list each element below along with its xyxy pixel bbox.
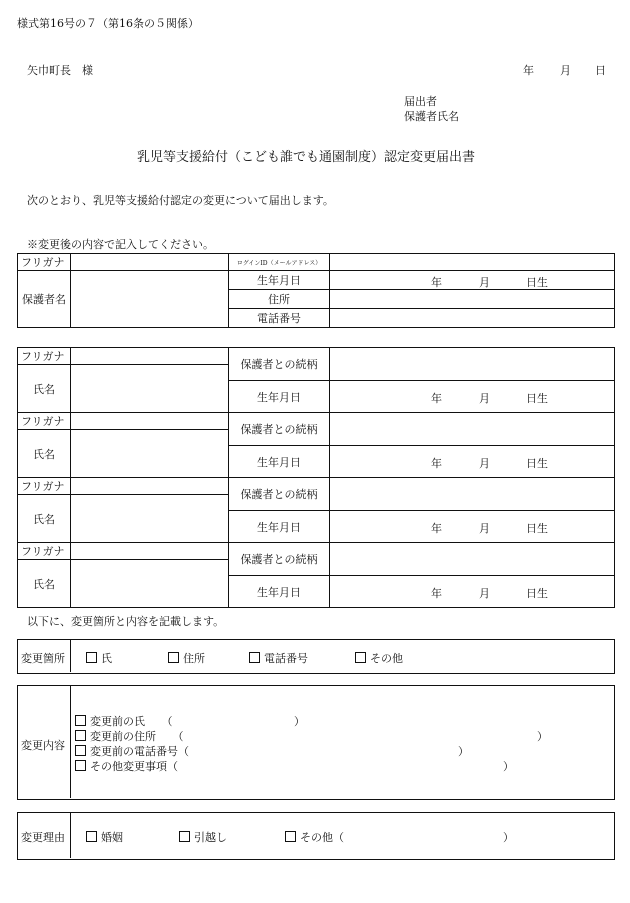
checkbox-icon[interactable] (75, 730, 86, 741)
form-number: 様式第16号の７（第16条の５関係） (17, 17, 199, 30)
intro-text: 次のとおり、乳児等支援給付認定の変更について届出します。 (27, 194, 334, 207)
child4-furigana-field[interactable] (71, 543, 229, 560)
child1-furigana-field[interactable] (71, 348, 229, 365)
child2-birth-month: 月 (479, 457, 490, 470)
children-table (17, 347, 615, 608)
checkbox-icon[interactable] (75, 745, 86, 756)
checkbox-icon[interactable] (179, 831, 190, 842)
previous-phone-close: ） (458, 745, 469, 758)
addressee: 矢巾町長 様 (27, 64, 93, 77)
guardian-birth-month: 月 (479, 276, 490, 289)
guardian-birth-field[interactable] (330, 271, 615, 290)
child1-birth-year: 年 (431, 392, 442, 405)
child1-relation-field[interactable] (330, 348, 615, 381)
checkbox-icon[interactable] (75, 760, 86, 771)
date-day-label: 日 (595, 64, 606, 77)
change-option-address[interactable]: 住所 (168, 650, 205, 666)
guardian-name-label: 保護者氏名 (404, 110, 459, 123)
child2-relation-field[interactable] (330, 413, 615, 446)
child4-relation-label: 保護者との続柄 (229, 543, 330, 576)
child4-birth-month: 月 (479, 587, 490, 600)
guardian-name-field[interactable] (71, 271, 229, 328)
guardian-furigana-field[interactable] (71, 254, 229, 271)
child2-birth-label: 生年月日 (229, 446, 330, 478)
change-intro-text: 以下に、変更箇所と内容を記載します。 (27, 615, 225, 628)
child3-name-label: 氏名 (18, 495, 71, 543)
reason-other-close: ） (503, 831, 514, 844)
change-option-phone[interactable]: 電話番号 (249, 650, 308, 666)
child1-relation-label: 保護者との続柄 (229, 348, 330, 381)
child4-furigana-label: フリガナ (18, 543, 71, 560)
guardian-birth-year: 年 (431, 276, 442, 289)
reason-option-other[interactable]: その他（ (285, 829, 344, 845)
checkbox-icon[interactable] (249, 652, 260, 663)
change-location-box (17, 639, 615, 674)
checkbox-icon[interactable] (75, 715, 86, 726)
guardian-birth-day: 日生 (526, 276, 548, 289)
guardian-birth-label: 生年月日 (229, 271, 330, 290)
previous-surname-close: ） (294, 715, 305, 728)
change-option-surname[interactable]: 氏 (86, 650, 112, 666)
child2-birth-day: 日生 (526, 457, 548, 470)
guardian-table (17, 253, 615, 328)
checkbox-icon[interactable] (168, 652, 179, 663)
child3-relation-field[interactable] (330, 478, 615, 511)
child2-relation-label: 保護者との続柄 (229, 413, 330, 446)
guardian-address-field[interactable] (330, 290, 615, 309)
child2-name-label: 氏名 (18, 430, 71, 478)
reason-option-moving[interactable]: 引越し (179, 829, 227, 845)
child3-birth-field[interactable] (330, 511, 615, 543)
previous-address-close: ） (537, 730, 548, 743)
other-change-item[interactable]: その他変更事項（ (75, 758, 178, 774)
child2-furigana-field[interactable] (71, 413, 229, 430)
notifier-label: 届出者 (404, 95, 437, 108)
child3-relation-label: 保護者との続柄 (229, 478, 330, 511)
child4-name-label: 氏名 (18, 560, 71, 608)
child1-furigana-label: フリガナ (18, 348, 71, 365)
checkbox-icon[interactable] (86, 831, 97, 842)
child1-name-field[interactable] (71, 365, 229, 413)
child2-name-field[interactable] (71, 430, 229, 478)
change-option-other[interactable]: その他 (355, 650, 403, 666)
child4-relation-field[interactable] (330, 543, 615, 576)
change-content-label: 変更内容 (21, 739, 65, 752)
previous-address-item[interactable]: 変更前の住所 （ (75, 728, 184, 744)
child1-birth-label: 生年月日 (229, 381, 330, 413)
note-text: ※変更後の内容で記入してください。 (27, 238, 214, 251)
change-reason-label: 変更理由 (21, 831, 65, 844)
date-year-label: 年 (523, 64, 534, 77)
child2-furigana-label: フリガナ (18, 413, 71, 430)
child1-name-label: 氏名 (18, 365, 71, 413)
previous-surname-item[interactable]: 変更前の氏 （ (75, 713, 173, 729)
guardian-furigana-label: フリガナ (18, 254, 71, 271)
child2-birth-year: 年 (431, 457, 442, 470)
child3-name-field[interactable] (71, 495, 229, 543)
checkbox-icon[interactable] (285, 831, 296, 842)
child3-birth-month: 月 (479, 522, 490, 535)
change-location-label: 変更箇所 (21, 652, 65, 665)
child3-birth-year: 年 (431, 522, 442, 535)
login-id-label: ログインID（メールアドレス） (229, 254, 330, 271)
child3-birth-day: 日生 (526, 522, 548, 535)
child4-birth-day: 日生 (526, 587, 548, 600)
guardian-address-label: 住所 (229, 290, 330, 309)
checkbox-icon[interactable] (86, 652, 97, 663)
child1-birth-day: 日生 (526, 392, 548, 405)
guardian-name-row-label: 保護者名 (18, 271, 71, 328)
child4-birth-year: 年 (431, 587, 442, 600)
other-change-close: ） (503, 760, 514, 773)
previous-phone-item[interactable]: 変更前の電話番号（ (75, 743, 189, 759)
change-reason-box (17, 812, 615, 860)
login-id-field[interactable] (330, 254, 615, 271)
reason-option-marriage[interactable]: 婚姻 (86, 829, 123, 845)
guardian-phone-field[interactable] (330, 309, 615, 328)
child3-furigana-field[interactable] (71, 478, 229, 495)
child4-name-field[interactable] (71, 560, 229, 608)
child1-birth-month: 月 (479, 392, 490, 405)
page-title: 乳児等支援給付（こども誰でも通園制度）認定変更届出書 (137, 150, 476, 165)
guardian-phone-label: 電話番号 (229, 309, 330, 328)
checkbox-icon[interactable] (355, 652, 366, 663)
child4-birth-label: 生年月日 (229, 576, 330, 608)
change-content-box (17, 685, 615, 800)
child2-birth-field[interactable] (330, 446, 615, 478)
child3-furigana-label: フリガナ (18, 478, 71, 495)
date-month-label: 月 (560, 64, 571, 77)
child1-birth-field[interactable] (330, 381, 615, 413)
child3-birth-label: 生年月日 (229, 511, 330, 543)
child4-birth-field[interactable] (330, 576, 615, 608)
